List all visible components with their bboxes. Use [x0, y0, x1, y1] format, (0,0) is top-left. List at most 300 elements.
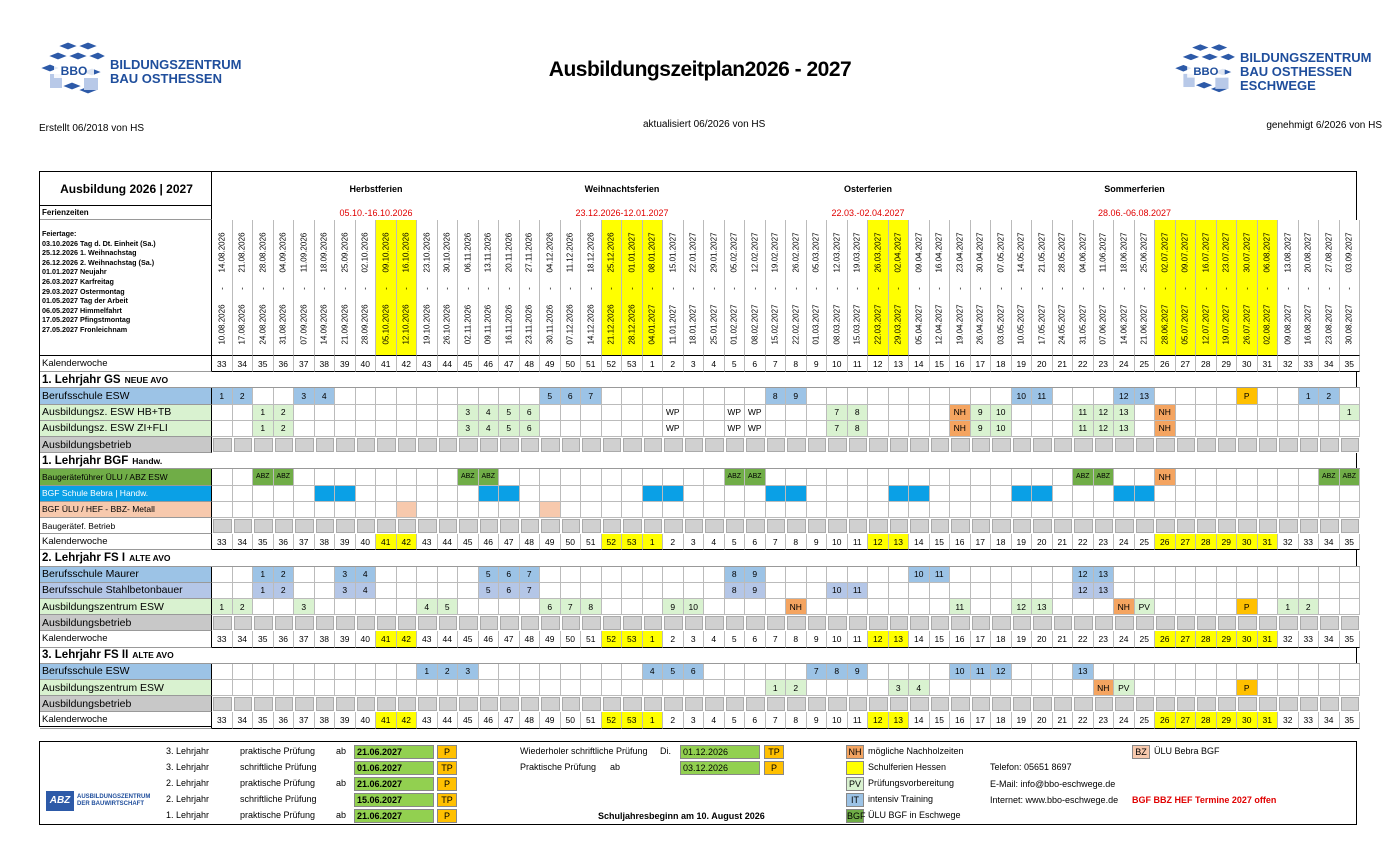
week-end-date: 25.09.2026: [340, 232, 350, 273]
kw-cell: 16: [950, 534, 971, 550]
week-end-date: 19.02.2027: [770, 232, 780, 273]
empty-cell: [315, 583, 336, 599]
empty-cell: [807, 599, 828, 615]
empty-cell: [807, 680, 828, 696]
week-end-date: 18.09.2026: [319, 232, 329, 273]
kw-cell: 9: [807, 534, 828, 550]
week-start-date: 15.02.2027: [770, 304, 780, 345]
empty-cell: [417, 567, 438, 583]
empty-cell: [766, 518, 787, 534]
empty-cell: [684, 518, 705, 534]
empty-cell: [807, 502, 828, 518]
week-end-date: 11.09.2026: [299, 232, 309, 273]
empty-cell: [315, 502, 336, 518]
schedule-cell: 10: [684, 599, 705, 615]
kw-cell: 23: [1094, 631, 1115, 647]
empty-cell: [315, 567, 336, 583]
schedule-cell: 4: [356, 583, 377, 599]
schedule-cell: ABZ: [458, 469, 479, 485]
kw-cell: 47: [499, 631, 520, 647]
kw-cell: 12: [868, 356, 889, 372]
empty-cell: [1053, 388, 1074, 404]
date-separator: -: [278, 287, 288, 290]
empty-cell: [807, 583, 828, 599]
empty-cell: [745, 664, 766, 680]
empty-cell: [1196, 486, 1217, 502]
week-start-date: 07.09.2026: [299, 304, 309, 345]
empty-cell: [1012, 486, 1033, 502]
empty-cell: [991, 599, 1012, 615]
empty-cell: [868, 599, 889, 615]
schedule-cell: 12: [1094, 421, 1115, 437]
schedule-cell: NH: [786, 599, 807, 615]
week-start-date: 23.08.2027: [1324, 304, 1334, 345]
empty-cell: [417, 680, 438, 696]
empty-cell: [1094, 615, 1115, 631]
empty-cell: [663, 502, 684, 518]
empty-cell: [1196, 680, 1217, 696]
empty-cell: [1135, 583, 1156, 599]
empty-cell: [684, 405, 705, 421]
schedule-cell: 4: [417, 599, 438, 615]
contact-email: E-Mail: info@bbo-eschwege.de: [990, 779, 1116, 789]
schedule-cell: 4: [643, 664, 664, 680]
kw-cell: 19: [1012, 534, 1033, 550]
kw-cell: 39: [335, 534, 356, 550]
empty-cell: [1299, 405, 1320, 421]
date-separator: -: [1078, 287, 1088, 290]
abz-logo-icon: ABZ: [46, 791, 74, 811]
empty-cell: [1135, 502, 1156, 518]
week-start-date: 29.03.2027: [893, 304, 903, 345]
empty-cell: [1217, 680, 1238, 696]
row-label: Ausbildungsbetrieb: [40, 696, 212, 712]
empty-cell: [766, 567, 787, 583]
empty-cell: [930, 680, 951, 696]
empty-cell: [315, 486, 336, 502]
empty-cell: [397, 421, 418, 437]
kw-cell: 42: [397, 712, 418, 728]
empty-cell: [950, 437, 971, 453]
empty-cell: [1237, 518, 1258, 534]
empty-cell: [581, 615, 602, 631]
week-date-column: [786, 220, 807, 356]
empty-cell: [540, 469, 561, 485]
empty-cell: [1258, 469, 1279, 485]
empty-cell: [294, 615, 315, 631]
empty-cell: [1217, 469, 1238, 485]
empty-cell: [479, 437, 500, 453]
schedule-cell: 9: [786, 388, 807, 404]
week-date-column: [909, 220, 930, 356]
empty-cell: [930, 583, 951, 599]
empty-cell: [622, 518, 643, 534]
empty-cell: [827, 599, 848, 615]
empty-cell: [868, 664, 889, 680]
week-start-date: 10.05.2027: [1016, 304, 1026, 345]
empty-cell: [499, 486, 520, 502]
schedule-cell: 1: [417, 664, 438, 680]
date-separator: -: [1262, 287, 1272, 290]
week-start-date: 26.04.2027: [975, 304, 985, 345]
empty-cell: [991, 680, 1012, 696]
empty-cell: [930, 437, 951, 453]
empty-cell: [233, 615, 254, 631]
week-date-column: [1196, 220, 1217, 356]
schedule-cell: P: [1237, 680, 1258, 696]
empty-cell: [315, 680, 336, 696]
empty-cell: [827, 388, 848, 404]
week-date-column: [950, 220, 971, 356]
kw-cell: 20: [1032, 631, 1053, 647]
empty-cell: [684, 502, 705, 518]
empty-cell: [1012, 664, 1033, 680]
kw-cell: 5: [725, 631, 746, 647]
empty-cell: [807, 405, 828, 421]
week-date-column: [1073, 220, 1094, 356]
kw-cell: 24: [1114, 534, 1135, 550]
row-label: Berufsschule ESW: [40, 388, 212, 404]
row-label: Berufsschule Maurer: [40, 567, 212, 583]
date-separator: -: [1119, 287, 1129, 290]
kw-cell: 29: [1217, 534, 1238, 550]
row-label: Ausbildungsz. ESW ZI+FLI: [40, 421, 212, 437]
schedule-cell: 6: [520, 405, 541, 421]
week-date-column: [1340, 220, 1361, 356]
empty-cell: [889, 664, 910, 680]
exam-year: 2. Lehrjahr: [166, 794, 210, 804]
empty-cell: [581, 518, 602, 534]
empty-cell: [1032, 486, 1053, 502]
empty-cell: [376, 469, 397, 485]
week-end-date: 03.09.2027: [1344, 232, 1354, 273]
kw-cell: 15: [930, 631, 951, 647]
empty-cell: [1155, 437, 1176, 453]
week-start-date: 17.05.2027: [1037, 304, 1047, 345]
feiertag-item: 26.03.2027 Karfreitag: [42, 276, 114, 286]
empty-cell: [1135, 696, 1156, 712]
empty-cell: [335, 615, 356, 631]
kw-cell: 44: [438, 534, 459, 550]
empty-cell: [561, 405, 582, 421]
empty-cell: [315, 405, 336, 421]
empty-cell: [1258, 599, 1279, 615]
date-separator: -: [1201, 287, 1211, 290]
empty-cell: [315, 664, 336, 680]
empty-cell: [1217, 696, 1238, 712]
row-label: Baugerätef. Betrieb: [40, 518, 212, 534]
week-date-column: [1176, 220, 1197, 356]
empty-cell: [1278, 421, 1299, 437]
empty-cell: [930, 486, 951, 502]
empty-cell: [1155, 696, 1176, 712]
empty-cell: [1012, 502, 1033, 518]
updated-note: aktualisiert 06/2026 von HS: [643, 119, 766, 130]
empty-cell: [1319, 518, 1340, 534]
empty-cell: [909, 388, 930, 404]
kw-cell: 3: [684, 712, 705, 728]
schedule-cell: 1: [1299, 388, 1320, 404]
schedule-cell: 12: [1012, 599, 1033, 615]
exam-date: 21.06.2027: [354, 809, 434, 823]
week-start-date: 14.09.2026: [319, 304, 329, 345]
kw-cell: 26: [1155, 356, 1176, 372]
feiertag-item: 01.05.2027 Tag der Arbeit: [42, 296, 128, 306]
empty-cell: [848, 388, 869, 404]
schedule-cell: 10: [1012, 388, 1033, 404]
row-label: Ausbildungsbetrieb: [40, 437, 212, 453]
exam-ab: ab: [336, 746, 347, 756]
date-separator: -: [1098, 287, 1108, 290]
empty-cell: [1340, 680, 1361, 696]
empty-cell: [1135, 469, 1156, 485]
empty-cell: [807, 615, 828, 631]
week-date-column: [991, 220, 1012, 356]
schedule-cell: WP: [745, 405, 766, 421]
kw-cell: 40: [356, 631, 377, 647]
week-end-date: 18.12.2026: [586, 232, 596, 273]
empty-cell: [786, 518, 807, 534]
empty-cell: [704, 680, 725, 696]
empty-cell: [356, 486, 377, 502]
schedule-cell: ABZ: [1319, 469, 1340, 485]
empty-cell: [1114, 583, 1135, 599]
empty-cell: [766, 405, 787, 421]
exam-kind: schriftliche Prüfung: [240, 762, 317, 772]
empty-cell: [1135, 567, 1156, 583]
empty-cell: [294, 437, 315, 453]
empty-cell: [848, 437, 869, 453]
empty-cell: [1237, 469, 1258, 485]
kw-cell: 16: [950, 712, 971, 728]
empty-cell: [950, 615, 971, 631]
empty-cell: [725, 518, 746, 534]
empty-cell: [417, 437, 438, 453]
week-date-column: [499, 220, 520, 356]
empty-cell: [889, 567, 910, 583]
empty-cell: [1217, 388, 1238, 404]
schedule-cell: 1: [212, 388, 233, 404]
empty-cell: [561, 583, 582, 599]
date-separator: -: [1324, 287, 1334, 290]
empty-cell: [971, 502, 992, 518]
empty-cell: [1196, 696, 1217, 712]
empty-cell: [212, 502, 233, 518]
empty-cell: [520, 469, 541, 485]
date-separator: -: [934, 287, 944, 290]
kw-cell: 29: [1217, 356, 1238, 372]
schedule-cell: 1: [1278, 599, 1299, 615]
kw-cell: 44: [438, 631, 459, 647]
empty-cell: [663, 583, 684, 599]
empty-cell: [1155, 486, 1176, 502]
kw-cell: 42: [397, 534, 418, 550]
empty-cell: [1237, 502, 1258, 518]
empty-cell: [438, 518, 459, 534]
kw-cell: 33: [212, 534, 233, 550]
schedule-cell: 6: [520, 421, 541, 437]
empty-cell: [335, 405, 356, 421]
week-start-date: 28.06.2027: [1160, 304, 1170, 345]
empty-cell: [356, 388, 377, 404]
empty-cell: [1319, 421, 1340, 437]
kw-cell: 52: [602, 631, 623, 647]
week-start-date: 02.11.2026: [463, 304, 473, 345]
kw-cell: 3: [684, 356, 705, 372]
empty-cell: [294, 518, 315, 534]
feiertag-item: 29.03.2027 Ostermontag: [42, 286, 125, 296]
bgf-note: BGF BBZ HEF Termine 2027 offen: [1132, 795, 1277, 805]
week-date-column: [827, 220, 848, 356]
empty-cell: [930, 599, 951, 615]
legend-key-text: ÜLU BGF in Eschwege: [868, 810, 961, 820]
empty-cell: [356, 599, 377, 615]
empty-cell: [376, 502, 397, 518]
empty-cell: [581, 696, 602, 712]
kw-cell: 18: [991, 712, 1012, 728]
empty-cell: [274, 599, 295, 615]
kw-cell: 16: [950, 631, 971, 647]
legend-key-text: Prüfungsvorbereitung: [868, 778, 955, 788]
kw-cell: 27: [1176, 356, 1197, 372]
schedule-cell: 2: [438, 664, 459, 680]
week-date-column: [561, 220, 582, 356]
empty-cell: [1278, 518, 1299, 534]
kw-cell: 41: [376, 356, 397, 372]
week-date-column: [889, 220, 910, 356]
empty-cell: [274, 518, 295, 534]
week-date-column: [1278, 220, 1299, 356]
kw-cell: 9: [807, 631, 828, 647]
empty-cell: [458, 518, 479, 534]
section-avo: NEUE AVO: [124, 374, 169, 385]
feiertag-item: 26.12.2026 2. Weihnachstag (Sa.): [42, 257, 155, 267]
empty-cell: [643, 599, 664, 615]
empty-cell: [253, 615, 274, 631]
empty-cell: [643, 696, 664, 712]
empty-cell: [1299, 502, 1320, 518]
empty-cell: [438, 421, 459, 437]
empty-cell: [1176, 567, 1197, 583]
empty-cell: [766, 421, 787, 437]
empty-cell: [827, 469, 848, 485]
empty-cell: [663, 469, 684, 485]
empty-cell: [233, 518, 254, 534]
kw-cell: 14: [909, 534, 930, 550]
feiertag-item: 25.12.2026 1. Weihnachstag: [42, 248, 137, 258]
empty-cell: [1135, 518, 1156, 534]
kw-cell: 19: [1012, 356, 1033, 372]
empty-cell: [274, 388, 295, 404]
empty-cell: [766, 599, 787, 615]
empty-cell: [1278, 664, 1299, 680]
kw-cell: 10: [827, 712, 848, 728]
kw-cell: 34: [233, 712, 254, 728]
empty-cell: [1032, 502, 1053, 518]
empty-cell: [725, 615, 746, 631]
kw-cell: 25: [1135, 534, 1156, 550]
empty-cell: [1073, 388, 1094, 404]
kw-cell: 6: [745, 356, 766, 372]
empty-cell: [540, 664, 561, 680]
empty-cell: [1053, 599, 1074, 615]
kw-cell: 33: [1299, 534, 1320, 550]
empty-cell: [786, 502, 807, 518]
schedule-cell: 10: [909, 567, 930, 583]
date-separator: -: [1283, 287, 1293, 290]
schedule-cell: NH: [1155, 421, 1176, 437]
empty-cell: [479, 502, 500, 518]
empty-cell: [561, 421, 582, 437]
kw-cell: 13: [889, 356, 910, 372]
abz-logo-text: [77, 794, 150, 808]
empty-cell: [1032, 680, 1053, 696]
empty-cell: [1340, 421, 1361, 437]
week-end-date: 27.11.2026: [524, 232, 534, 273]
kw-cell: 1: [643, 712, 664, 728]
empty-cell: [458, 583, 479, 599]
kw-cell: 17: [971, 712, 992, 728]
schedule-cell: 13: [1094, 583, 1115, 599]
empty-cell: [520, 502, 541, 518]
exam-ab: ab: [336, 778, 347, 788]
row-label: Berufsschule Stahlbetonbauer: [40, 583, 212, 599]
empty-cell: [622, 567, 643, 583]
empty-cell: [1319, 696, 1340, 712]
schedule-cell: 12: [1094, 405, 1115, 421]
week-start-date: 26.07.2027: [1242, 304, 1252, 345]
empty-cell: [458, 615, 479, 631]
kw-cell: 37: [294, 712, 315, 728]
kw-cell: 21: [1053, 631, 1074, 647]
kw-cell: 8: [786, 712, 807, 728]
empty-cell: [643, 437, 664, 453]
empty-cell: [868, 696, 889, 712]
feiertag-item: 06.05.2027 Himmelfahrt: [42, 305, 122, 315]
empty-cell: [1278, 405, 1299, 421]
week-date-column: [704, 220, 725, 356]
empty-cell: [889, 615, 910, 631]
empty-cell: [376, 518, 397, 534]
empty-cell: [786, 405, 807, 421]
kw-cell: 14: [909, 356, 930, 372]
kw-cell: 15: [930, 356, 951, 372]
date-separator: -: [955, 287, 965, 290]
schedule-cell: 4: [479, 405, 500, 421]
empty-cell: [458, 680, 479, 696]
empty-cell: [971, 437, 992, 453]
kw-cell: 1: [643, 534, 664, 550]
empty-cell: [253, 680, 274, 696]
schedule-cell: 7: [827, 421, 848, 437]
empty-cell: [889, 696, 910, 712]
empty-cell: [971, 567, 992, 583]
empty-cell: [212, 437, 233, 453]
date-separator: -: [258, 287, 268, 290]
empty-cell: [1053, 502, 1074, 518]
schedule-cell: 8: [848, 405, 869, 421]
empty-cell: [335, 486, 356, 502]
empty-cell: [991, 518, 1012, 534]
empty-cell: [684, 615, 705, 631]
kw-cell: 22: [1073, 534, 1094, 550]
empty-cell: [438, 502, 459, 518]
empty-cell: [540, 680, 561, 696]
empty-cell: [540, 486, 561, 502]
empty-cell: [520, 388, 541, 404]
empty-cell: [1278, 696, 1299, 712]
kw-cell: 15: [930, 712, 951, 728]
